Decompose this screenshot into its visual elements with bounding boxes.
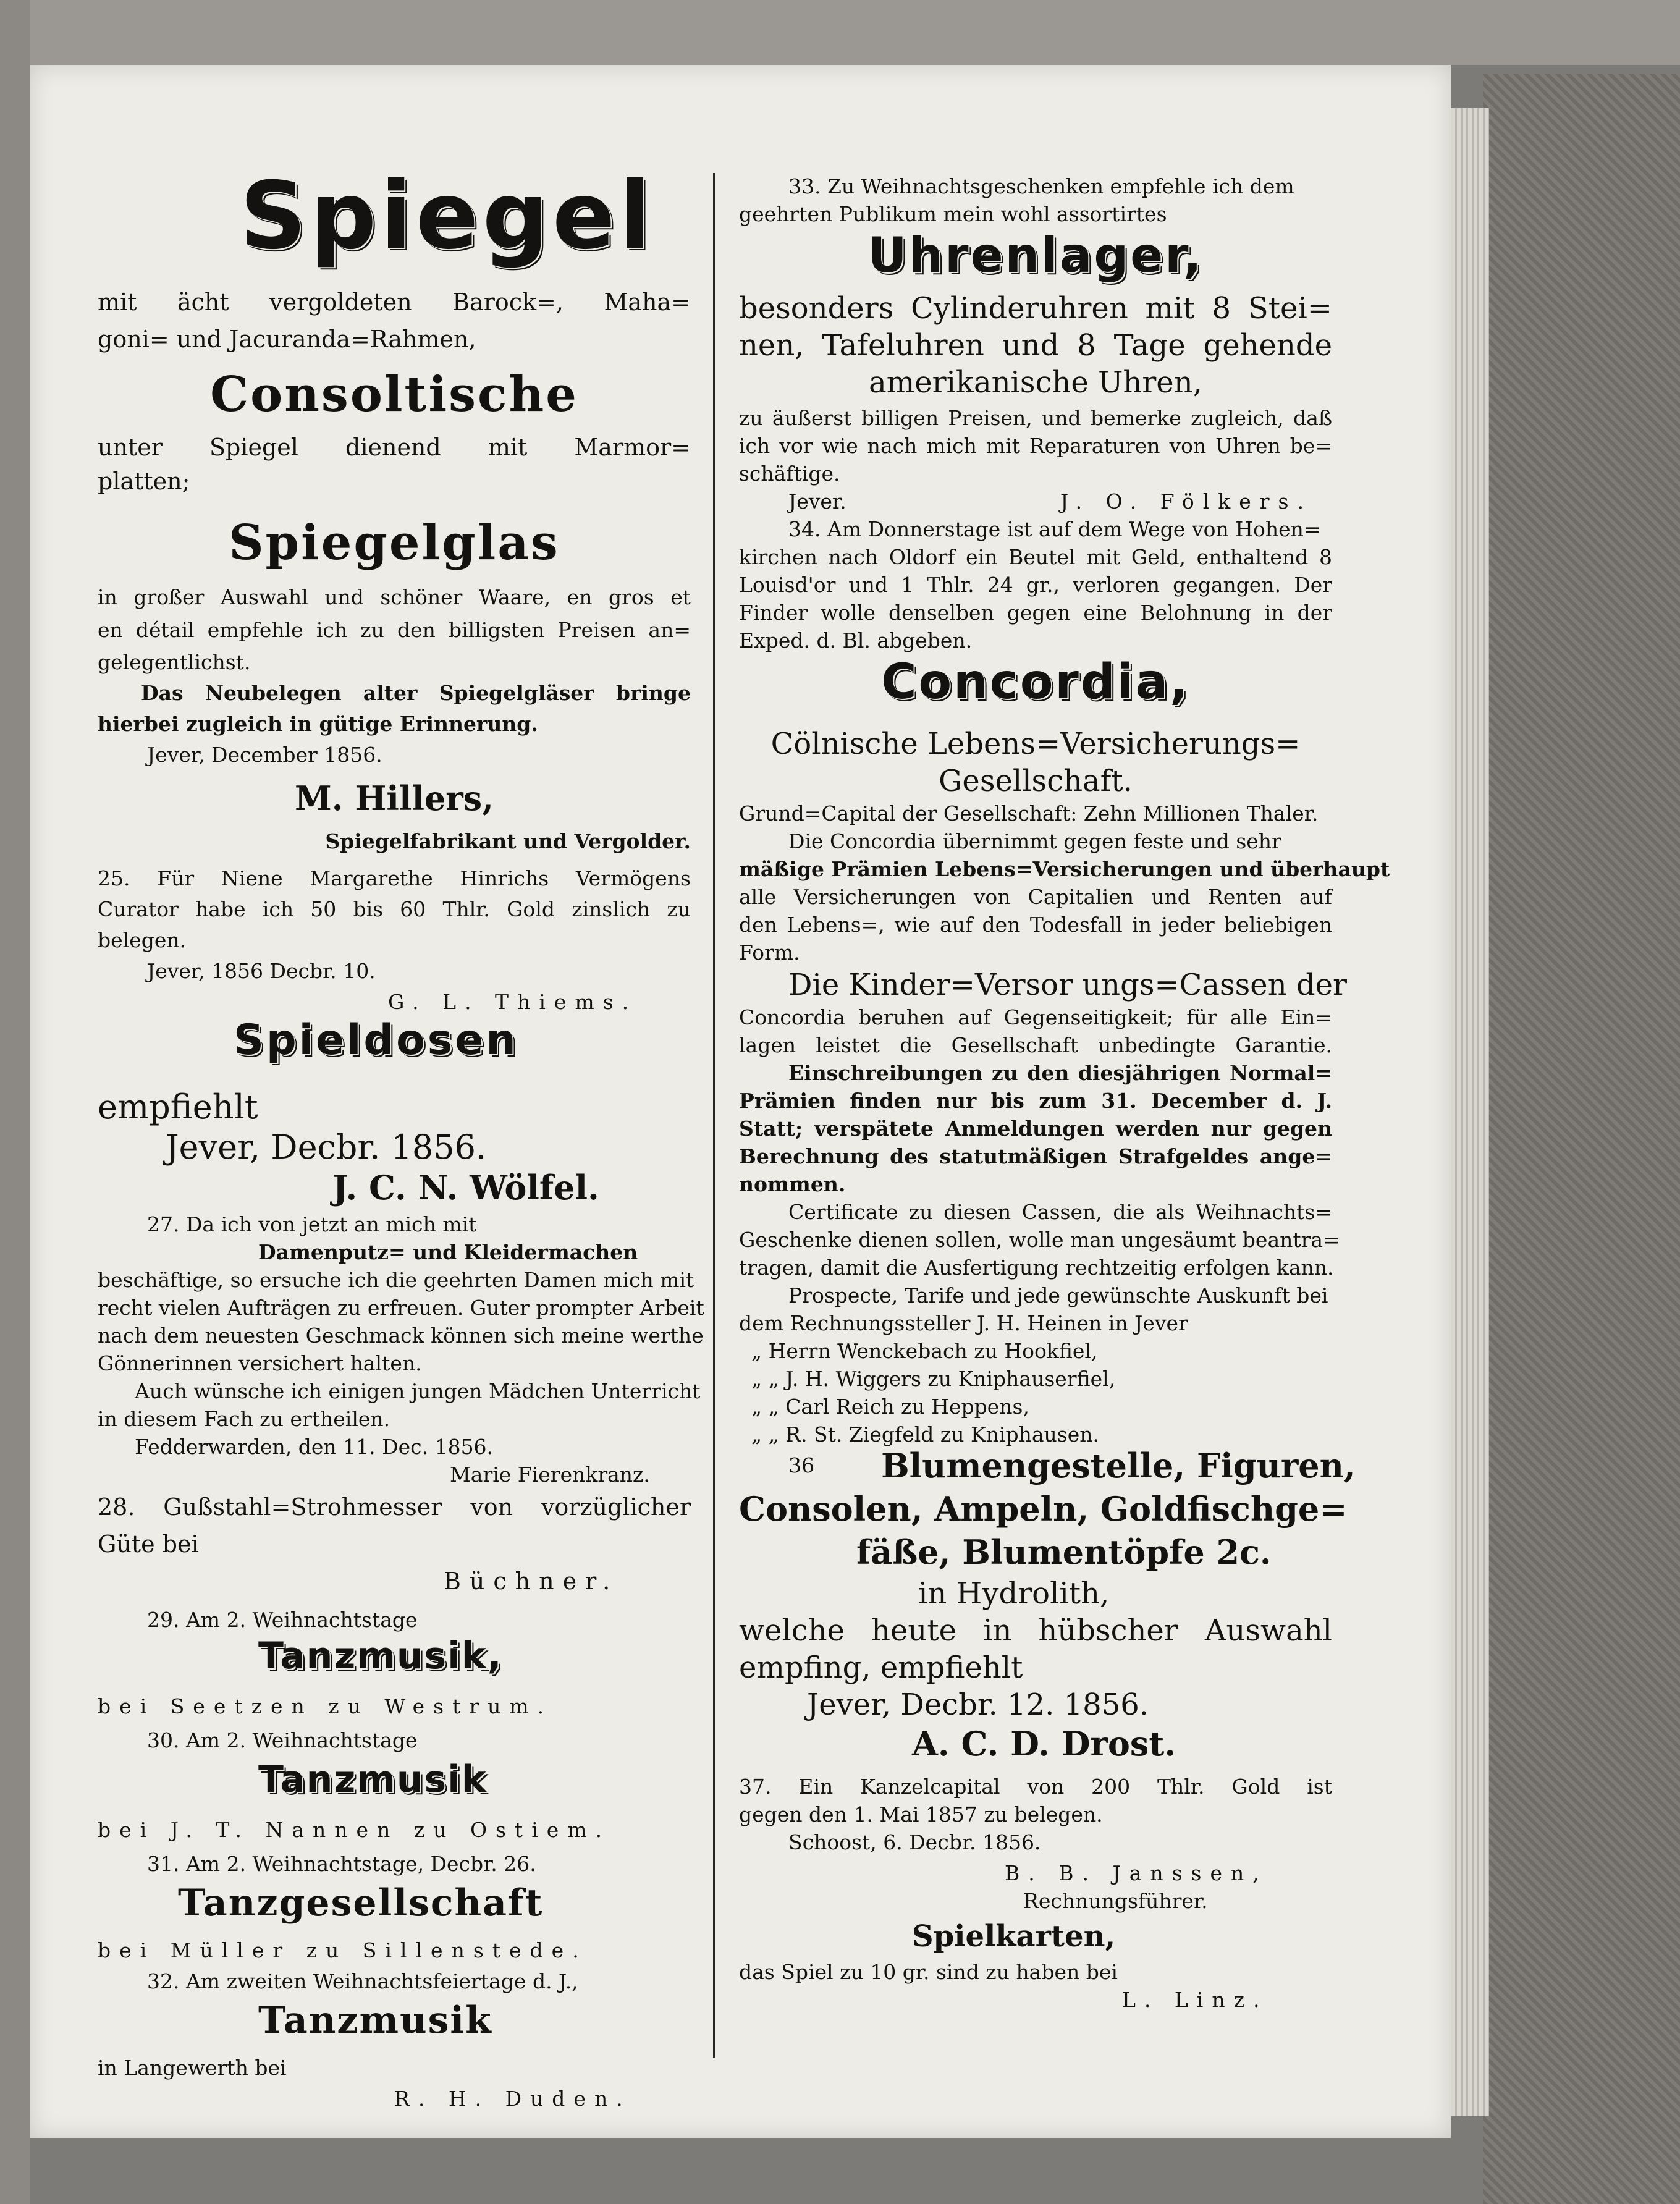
- uhren-line: amerikanische Uhren,: [869, 365, 1202, 400]
- ad28-line: Güte bei: [98, 1531, 199, 1558]
- concordia-line: Die Concordia übernimmt gegen feste und sehr: [788, 829, 1281, 853]
- ad25-date: Jever, 1856 Decbr. 10.: [147, 959, 376, 983]
- spieldosen-signature: J. C. N. Wölfel.: [332, 1168, 599, 1207]
- concordia-line: Einschreibungen zu den diesjährigen Normal=: [788, 1061, 1332, 1085]
- uhren-line: schäftige.: [739, 462, 840, 486]
- ad36-line: empfing, empfiehlt: [739, 1650, 1023, 1685]
- glas-date: Jever, December 1856.: [147, 743, 382, 767]
- uhren-line: besonders Cylinderuhren mit 8 Stei=: [739, 291, 1332, 326]
- book-binding: [1483, 74, 1680, 2204]
- ad31-line: 31. Am 2. Weihnachtstage, Decbr. 26.: [147, 1852, 536, 1876]
- spieldosen-date: Jever, Decbr. 1856.: [166, 1128, 487, 1167]
- ad31-title: Tanzgesellschaft: [178, 1881, 544, 1925]
- ad29-title: Tanzmusik,: [258, 1634, 503, 1678]
- newspaper-page: [30, 65, 1451, 2138]
- ad27-line: beschäftige, so ersuche ich die geehrten Damen mich mit: [98, 1268, 694, 1292]
- concordia-line: Prämien finden nur bis zum 31. December d. J.: [739, 1089, 1332, 1113]
- ad36-signature: A. C. D. Drost.: [912, 1724, 1176, 1763]
- ad27-signature: Marie Fierenkranz.: [450, 1463, 650, 1487]
- ad37-line: gegen den 1. Mai 1857 zu belegen.: [739, 1802, 1103, 1826]
- uhren-line: zu äußerst billigen Preisen, und bemerke zugleich, daß: [739, 406, 1332, 430]
- consoltische-title: Consoltische: [210, 366, 578, 423]
- ad27-line: recht vielen Aufträgen zu erfreuen. Guter prompter Arbeit: [98, 1296, 704, 1320]
- ad32-title: Tanzmusik: [258, 1999, 492, 2042]
- ad36-number: 36: [788, 1453, 814, 1477]
- concordia-line: Berechnung des statutmäßigen Strafgeldes ange=: [739, 1144, 1332, 1168]
- spieldosen-title: Spieldosen: [234, 1016, 518, 1065]
- concordia-line: Prospecte, Tarife und jede gewünschte Auskunft bei: [788, 1283, 1328, 1307]
- concordia-agent: „ „ R. St. Ziegfeld zu Kniphausen.: [751, 1422, 1099, 1446]
- concordia-line: Concordia beruhen auf Gegenseitigkeit; für alle Ein=: [739, 1005, 1332, 1029]
- ad27-line: Damenputz= und Kleidermachen: [258, 1240, 638, 1264]
- scan-background-top: [0, 0, 1680, 65]
- ad27-line: Gönnerinnen versichert halten.: [98, 1351, 422, 1375]
- ad34-line: Exped. d. Bl. abgeben.: [739, 628, 973, 652]
- ad36-line: in Hydrolith,: [918, 1576, 1110, 1611]
- consol-line: unter Spiegel dienend mit Marmor=: [98, 434, 691, 461]
- concordia-line: Form.: [739, 940, 800, 965]
- ad30-title: Tanzmusik: [258, 1758, 488, 1801]
- consol-line: platten;: [98, 468, 190, 495]
- ad25-signature: G. L. Thiems.: [388, 990, 638, 1014]
- ad27-line: Auch wünsche ich einigen jungen Mädchen Unterricht: [135, 1379, 701, 1403]
- ad36-title: Consolen, Ampeln, Goldfischge=: [739, 1489, 1348, 1529]
- ad31-line: bei Müller zu Sillenstede.: [98, 1938, 588, 1962]
- ad34-line: Finder wolle denselben gegen eine Belohnung in der: [739, 601, 1332, 625]
- ad29-line: bei Seetzen zu Westrum.: [98, 1694, 553, 1718]
- spielkarten-line: das Spiel zu 10 gr. sind zu haben bei: [739, 1960, 1118, 1984]
- ad32-line: 32. Am zweiten Weihnachtsfeiertage d. J.,: [147, 1969, 578, 1993]
- spieldosen-line: empfiehlt: [98, 1087, 258, 1126]
- spielkarten-title: Spielkarten,: [912, 1919, 1116, 1954]
- ad32-line: in Langewerth bei: [98, 2056, 287, 2080]
- glas-line: in großer Auswahl und schöner Waare, en gros et: [98, 585, 691, 609]
- spielkarten-signature: L. Linz.: [1122, 1988, 1268, 2012]
- concordia-subtitle: Cölnische Lebens=Versicherungs=: [770, 727, 1301, 761]
- ad37-date: Schoost, 6. Decbr. 1856.: [788, 1830, 1041, 1854]
- concordia-agent: „ „ Carl Reich zu Heppens,: [751, 1395, 1029, 1419]
- concordia-agent: „ Herrn Wenckebach zu Hookfiel,: [751, 1339, 1098, 1363]
- ad28-signature: Büchner.: [444, 1568, 619, 1595]
- ad29-line: 29. Am 2. Weihnachtstage: [147, 1608, 418, 1632]
- ad27-line: in diesem Fach zu ertheilen.: [98, 1407, 390, 1431]
- concordia-title: Concordia,: [881, 654, 1190, 710]
- concordia-line: Statt; verspätete Anmeldungen werden nur gegen: [739, 1117, 1332, 1141]
- ad25-line: belegen.: [98, 928, 187, 952]
- ad36-date: Jever, Decbr. 12. 1856.: [807, 1687, 1149, 1722]
- ad27-line: 27. Da ich von jetzt an mich mit: [147, 1212, 477, 1236]
- hillers-name: M. Hillers,: [295, 779, 494, 818]
- ad36-line: welche heute in hübscher Auswahl: [739, 1613, 1332, 1648]
- ad32-signature: R. H. Duden.: [394, 2087, 631, 2111]
- concordia-line: Geschenke dienen sollen, wolle man ungesäumt beantra=: [739, 1228, 1340, 1252]
- ad36-title: fäße, Blumentöpfe 2c.: [856, 1532, 1272, 1572]
- uhren-line: ich vor wie nach mich mit Reparaturen von Uhren be=: [739, 434, 1332, 458]
- concordia-line: nommen.: [739, 1172, 846, 1196]
- spiegel-line: goni= und Jacuranda=Rahmen,: [98, 326, 476, 353]
- ad25-line: 25. Für Niene Margarethe Hinrichs Vermögens: [98, 866, 691, 890]
- uhren-line: nen, Tafeluhren und 8 Tage gehende: [739, 328, 1332, 363]
- ad36-title: Blumengestelle, Figuren,: [881, 1446, 1356, 1485]
- glas-line: en détail empfehle ich zu den billigsten Preisen an=: [98, 618, 691, 642]
- concordia-line: lagen leistet die Gesellschaft unbedingte Garantie.: [739, 1033, 1332, 1057]
- spiegelglas-title: Spiegelglas: [229, 515, 560, 571]
- glas-line: gelegentlichst.: [98, 650, 251, 674]
- ad33-line: 33. Zu Weihnachtsgeschenken empfehle ich dem: [788, 174, 1294, 198]
- ad37-line: 37. Ein Kanzelcapital von 200 Thlr. Gold ist: [739, 1775, 1332, 1799]
- concordia-agent: „ „ J. H. Wiggers zu Kniphauserfiel,: [751, 1367, 1116, 1391]
- ad28-line: 28. Gußstahl=Strohmesser von vorzüglicher: [98, 1493, 691, 1521]
- scan-background-left: [0, 0, 30, 2204]
- ad27-date: Fedderwarden, den 11. Dec. 1856.: [135, 1435, 494, 1459]
- ad34-line: Louisd'or und 1 Thlr. 24 gr., verloren gegangen. Der: [739, 573, 1332, 597]
- uhren-signature: J. O. Fölkers.: [1060, 489, 1312, 513]
- ad34-line: 34. Am Donnerstage ist auf dem Wege von Hohen=: [788, 517, 1321, 541]
- concordia-line: dem Rechnungssteller J. H. Heinen in Jever: [739, 1311, 1188, 1335]
- concordia-line: tragen, damit die Ausfertigung rechtzeitig erfolgen kann.: [739, 1256, 1334, 1280]
- concordia-line: Certificate zu diesen Cassen, die als Weihnachts=: [788, 1200, 1332, 1224]
- ad33-line: geehrten Publikum mein wohl assortirtes: [739, 202, 1167, 226]
- page-edges: [1446, 108, 1489, 2116]
- concordia-subtitle: Gesellschaft.: [939, 764, 1133, 798]
- spiegel-line: mit ächt vergoldeten Barock=, Maha=: [98, 289, 691, 316]
- glas-line: Das Neubelegen alter Spiegelgläser bringe: [141, 681, 691, 705]
- column-divider: [713, 173, 715, 2058]
- ad27-line: nach dem neuesten Geschmack können sich meine werthe: [98, 1324, 704, 1348]
- hillers-title: Spiegelfabrikant und Vergolder.: [325, 829, 691, 853]
- concordia-line: Die Kinder=Versor ungs=Cassen der: [788, 968, 1347, 1002]
- ad25-line: Curator habe ich 50 bis 60 Thlr. Gold zinslich zu: [98, 897, 691, 921]
- spiegel-title: Spiegel: [240, 163, 655, 270]
- concordia-line: mäßige Prämien Lebens=Versicherungen und überhaupt: [739, 857, 1390, 881]
- uhrenlager-title: Uhrenlager,: [867, 228, 1204, 284]
- concordia-line: alle Versicherungen von Capitalien und Renten auf: [739, 885, 1332, 909]
- concordia-line: Grund=Capital der Gesellschaft: Zehn Millionen Thaler.: [739, 801, 1319, 825]
- ad37-title: Rechnungsführer.: [1023, 1889, 1208, 1913]
- concordia-line: den Lebens=, wie auf den Todesfall in jeder beliebigen: [739, 913, 1332, 937]
- ad34-line: kirchen nach Oldorf ein Beutel mit Geld, enthaltend 8: [739, 545, 1332, 569]
- uhren-place: Jever.: [788, 489, 846, 513]
- ad30-line: bei J. T. Nannen zu Ostiem.: [98, 1818, 611, 1842]
- ad30-line: 30. Am 2. Weihnachtstage: [147, 1728, 418, 1752]
- ad37-signature: B. B. Janssen,: [1005, 1861, 1268, 1885]
- glas-line: hierbei zugleich in gütige Erinnerung.: [98, 712, 538, 736]
